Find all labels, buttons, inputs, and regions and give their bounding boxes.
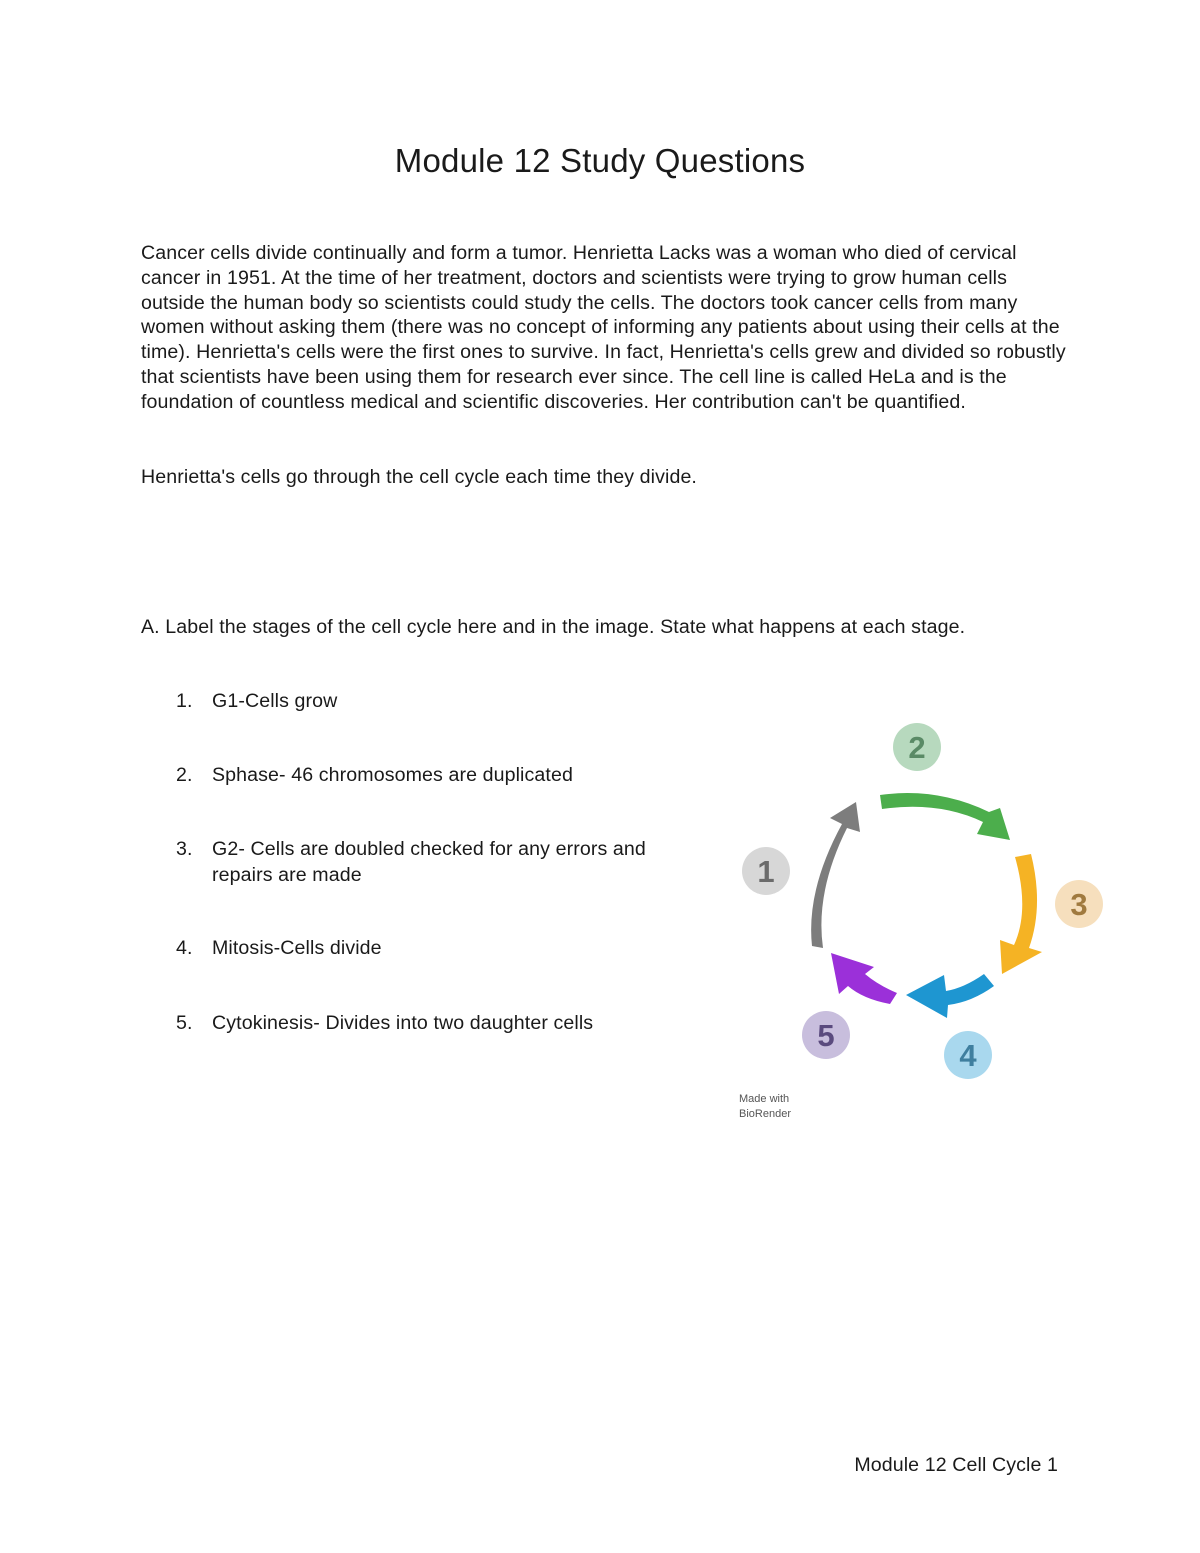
s-phase-arrow	[880, 793, 1010, 840]
badge-label: 1	[757, 854, 775, 889]
question-a: A. Label the stages of the cell cycle here and in the image. State what happens at each stage.	[141, 616, 966, 638]
cytokinesis-arrow	[831, 953, 897, 1004]
cell-cycle-diagram	[728, 720, 1118, 1130]
stage-badge-3	[1055, 880, 1103, 928]
intro-paragraph: Cancer cells divide continually and form a tumor. Henrietta Lacks was a woman who died of cervical cancer in 1951. At the time of her treatment, doctors and scientists were trying to grow human cells outside the human body so scientists could study the cells. The doctors took cancer cells from many women without asking them (there was no concept of informing any patients about using their cells at the time). Henrietta's cells were the first ones to survive. In fact, Henrietta's cells grew and divided so robustly that scientists have been using them for research ever since. The cell line is called HeLa and is the foundation of countless medical and scientific discoveries. Her contribution can't be quantified.	[141, 242, 1066, 413]
credit-line-1: Made with	[739, 1093, 790, 1105]
stage-item-2	[176, 763, 706, 789]
stage-number: 5.	[176, 1012, 193, 1034]
stage-number: 3.	[176, 838, 193, 860]
badge-label: 3	[1070, 887, 1088, 922]
g2-arrow	[1000, 854, 1042, 974]
stage-text: G1-Cells grow	[212, 690, 338, 712]
mitosis-arrow	[906, 974, 994, 1018]
stage-badge-5	[802, 1011, 850, 1059]
g1-arrow	[811, 802, 860, 948]
stage-item-1	[176, 689, 706, 715]
page-footer: Module 12 Cell Cycle 1	[854, 1454, 1058, 1476]
stage-badge-1	[742, 847, 790, 895]
stage-badge-2	[893, 723, 941, 771]
stage-text: Cytokinesis- Divides into two daughter cells	[212, 1012, 594, 1034]
cell-cycle-sentence: Henrietta's cells go through the cell cycle each time they divide.	[141, 466, 697, 488]
stage-badge-4	[944, 1031, 992, 1079]
stage-text: G2- Cells are doubled checked for any errors and repairs are made	[212, 838, 646, 886]
page-title: Module 12 Study Questions	[394, 142, 806, 179]
stage-number: 4.	[176, 937, 193, 959]
stage-item-5	[176, 1011, 706, 1037]
stage-number: 1.	[176, 690, 193, 712]
badge-label: 4	[959, 1038, 977, 1073]
stage-item-3	[176, 837, 706, 888]
stage-text: Mitosis-Cells divide	[212, 937, 382, 959]
stage-text: Sphase- 46 chromosomes are duplicated	[212, 764, 573, 786]
credit-line-2: BioRender	[739, 1108, 791, 1120]
stage-item-4	[176, 936, 706, 962]
badge-label: 5	[817, 1018, 835, 1053]
badge-label: 2	[908, 730, 926, 765]
stage-number: 2.	[176, 764, 193, 786]
